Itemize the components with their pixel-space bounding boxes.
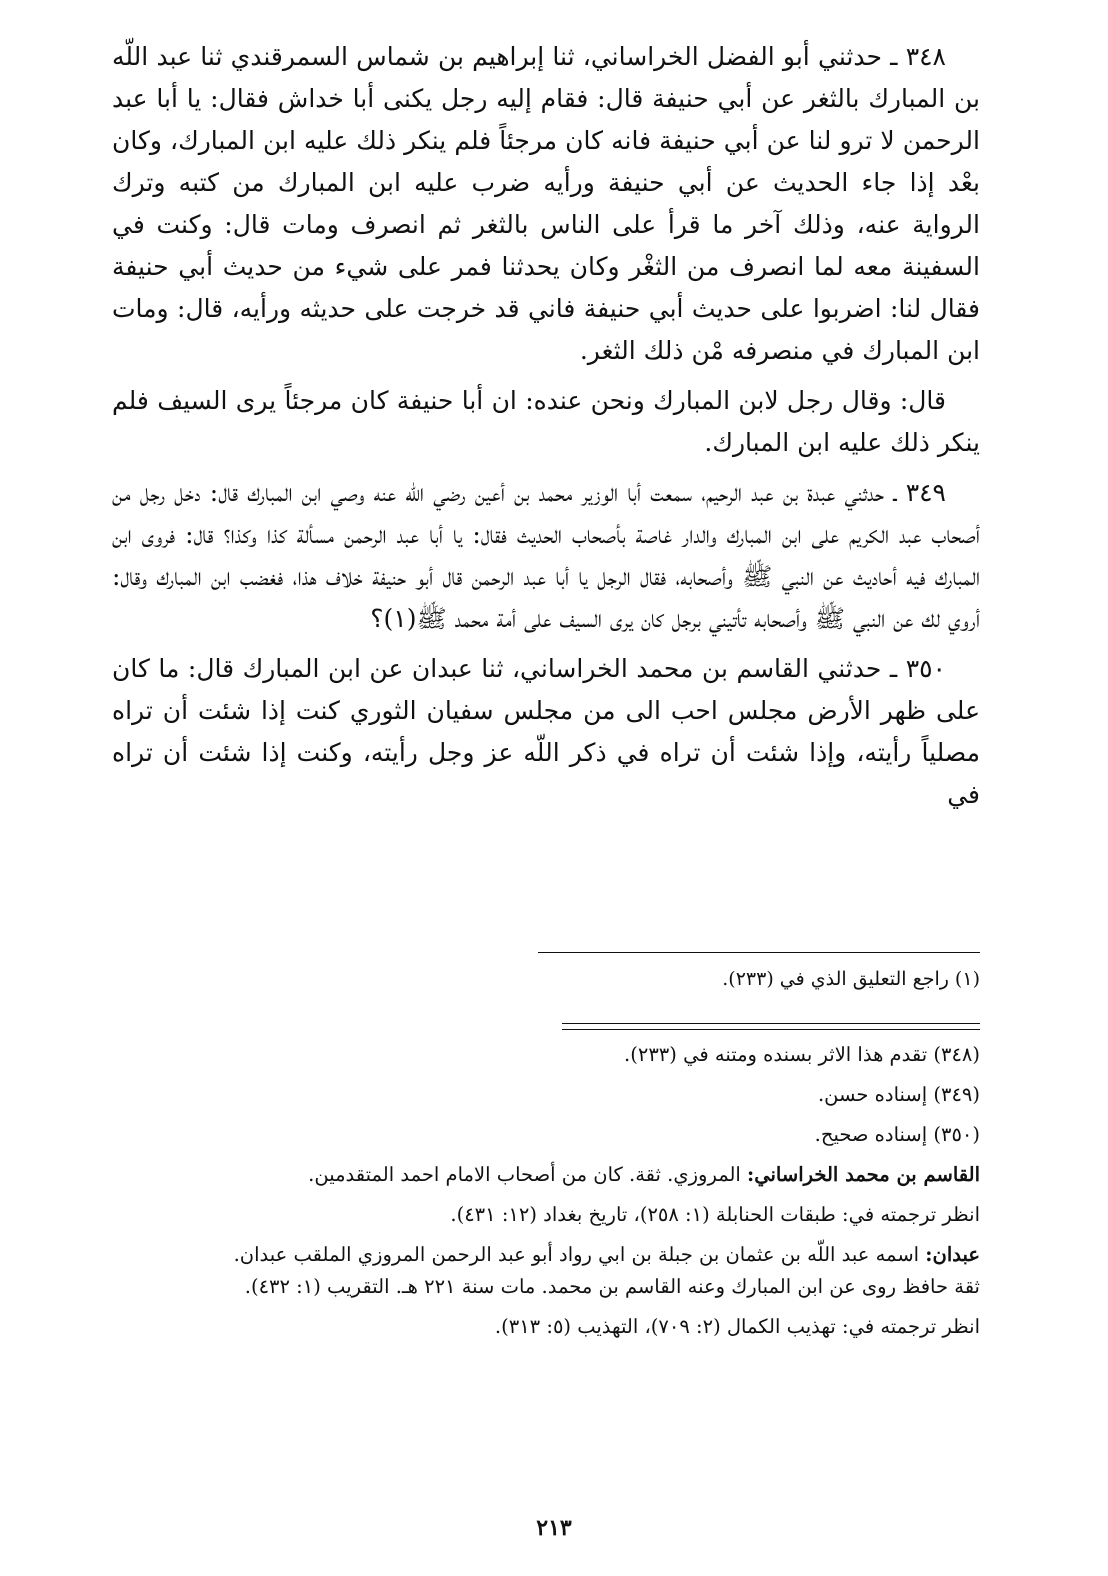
note-abdan-desc: اسمه عبد اللّه بن عثمان بن جبلة بن ابي رواد أبو عبد الرحمن المروزي الملقب عبدان. <box>233 1243 926 1266</box>
main-text <box>112 36 980 816</box>
note-qasim-name: القاسم بن محمد الخراساني: <box>747 1163 980 1186</box>
note-qasim <box>120 1160 980 1190</box>
note-abdan-ref: انظر ترجمته في: تهذيب الكمال (٢: ٧٠٩)، التهذيب (٥: ٣١٣). <box>494 1315 980 1338</box>
editor-notes <box>120 1040 980 1352</box>
note-qasim-desc: المروزي. ثقة. كان من أصحاب الامام احمد المتقدمين. <box>308 1163 748 1186</box>
note-abdan-desc-2: ثقة حافظ روى عن ابن المبارك وعنه القاسم بن محمد. مات سنة ٢٢١ هـ. التقريب (١: ٤٣٢). <box>244 1275 980 1298</box>
paragraph-348-continued: قال: وقال رجل لابن المبارك ونحن عنده: ان أبا حنيفة كان مرجئاً يرى السيف فلم ينكر ذلك عليه ابن المبارك. <box>112 386 980 457</box>
page-number: ٢١٣ <box>536 1515 572 1541</box>
paragraph-350: ٣٥٠ ـ حدثني القاسم بن محمد الخراساني، ثنا عبدان عن ابن المبارك قال: ما كان على ظهر الأرض مجلس احب الى من مجلس سفيان الثوري كنت إذا شئت أن تراه مصلياً رأيته، وإذا شئت أن تراه في ذكر اللّه عز وجل رأيته، وكنت إذا شئت أن تراه في <box>112 654 980 809</box>
note-abdan <box>120 1240 980 1270</box>
footnote-1: (١) راجع التعليق الذي في (٢٣٣). <box>722 968 980 990</box>
notes-double-divider <box>562 1023 980 1030</box>
note-abdan-name: عبدان: <box>925 1243 980 1266</box>
paragraph-349: ٣٤٩ ـ حدثني عبدة بن عبد الرحيم، سمعت أبا الوزير محمد بن أعين رضي اللّه عنه وصي ابن المبارك قال: دخل رجل من أصحاب عبد الكريم على ابن المبارك والدار غاصة بأصحاب الحديث فقال: يا أبا عبد الرحمن مسألة كذا وكذا؟ قال: فروى ابن المبارك فيه أحاديث عن النبي ﷺ وأصحابه، فقال الرجل يا أبا عبد الرحمن قال أبو حنيفة خلاف هذا، فغضب ابن المبارك وقال: أروي لك عن النبي ﷺ وأصحابه تأتيني برجل كان يرى السيف على أمة محمد ﷺ(١)؟ <box>112 478 980 633</box>
note-349: (٣٤٩) إسناده حسن. <box>817 1083 980 1106</box>
note-qasim-ref: انظر ترجمته في: طبقات الحنابلة (١: ٢٥٨)، تاريخ بغداد (١٢: ٤٣١). <box>450 1203 980 1226</box>
paragraph-348: ٣٤٨ ـ حدثني أبو الفضل الخراساني، ثنا إبراهيم بن شماس السمرقندي ثنا عبد اللّه بن المبارك بالثغر عن أبي حنيفة قال: فقام إليه رجل يكنى أبا خداش فقال: يا أبا عبد الرحمن لا ترو لنا عن أبي حنيفة فانه كان مرجئاً فلم ينكر ذلك عليه ابن المبارك، وكان بعْد إذا جاء الحديث عن أبي حنيفة ورأيه ضرب عليه ابن المبارك من كتبه وترك الرواية عنه، وذلك آخر ما قرأ على الناس بالثغر ثم انصرف ومات قال: وكنت في السفينة معه لما انصرف من الثغْر وكان يحدثنا فمر على شيء من حديث أبي حنيفة فقال لنا: اضربوا على حديث أبي حنيفة فاني قد خرجت على حديثه ورأيه، قال: ومات ابن المبارك في منصرفه مْن ذلك الثغر. <box>112 42 980 365</box>
note-350: (٣٥٠) إسناده صحيح. <box>814 1123 980 1146</box>
note-348: (٣٤٨) تقدم هذا الاثر بسنده ومتنه في (٢٣٣). <box>624 1043 980 1066</box>
footnote-divider <box>538 952 980 953</box>
